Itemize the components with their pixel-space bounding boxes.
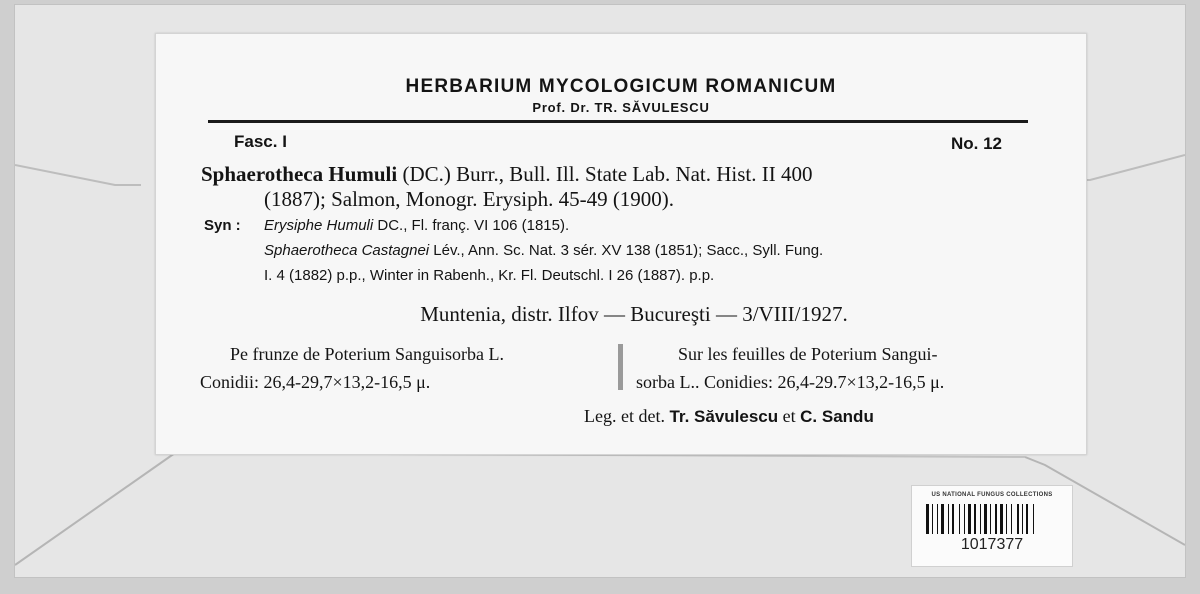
synonym-1 [264,217,569,234]
species-name: Sphaerotheca Humuli [201,162,398,186]
collector-line [584,406,874,427]
barcode-icon [926,504,1058,534]
label-title: HERBARIUM MYCOLOGICUM ROMANICUM [405,76,837,97]
locality: Muntenia, distr. Ilfov — Bucureşti — 3/VIII/1927. [420,302,848,326]
synonym-1-name: Erysiphe Humuli [264,217,374,234]
barcode-institution: US NATIONAL FUNGUS COLLECTIONS [931,492,1053,498]
synonym-1-ref: DC., Fl. franç. VI 106 (1815). [373,217,570,234]
fascicle: Fasc. I [234,132,287,151]
description-fr-line1: Sur les feuilles de Poterium Sangui- [678,344,938,364]
barcode-number: 1017377 [960,536,1024,553]
synonym-2 [264,242,823,259]
label-subtitle: Prof. Dr. TR. SĂVULESCU [532,100,710,115]
herbarium-label [155,33,1087,455]
collector-name-2: C. Sandu [800,407,874,426]
collector-name-1: Tr. Săvulescu [669,407,779,426]
barcode-label [911,485,1073,567]
species-citation-cont: (1887); Salmon, Monogr. Erysiph. 45-49 (1900). [264,187,675,211]
collector-prefix: Leg. et det. [584,406,670,426]
envelope [14,4,1186,578]
description-fr-line2: sorba L.. Conidies: 26,4-29.7×13,2-16,5 μ. [636,372,945,392]
species-line [201,162,813,187]
description-ro-line1: Pe frunze de Poterium Sanguisorba L. [230,344,504,364]
column-divider [618,344,623,390]
synonym-2-cont: I. 4 (1882) p.p., Winter in Rabenh., Kr. Fl. Deutschl. I 26 (1887). p.p. [264,267,715,284]
collector-joiner: et [778,406,801,426]
synonym-2-name: Sphaerotheca Castagnei [264,242,430,259]
synonym-label: Syn : [204,217,241,234]
description-ro-line2: Conidii: 26,4-29,7×13,2-16,5 μ. [200,372,431,392]
specimen-number: No. 12 [950,134,1002,153]
header-rule [208,120,1028,123]
species-citation: (DC.) Burr., Bull. Ill. State Lab. Nat. Hist. II 400 [402,162,813,186]
synonym-2-ref: Lév., Ann. Sc. Nat. 3 sér. XV 138 (1851); Sacc., Syll. Fung. [429,242,824,259]
